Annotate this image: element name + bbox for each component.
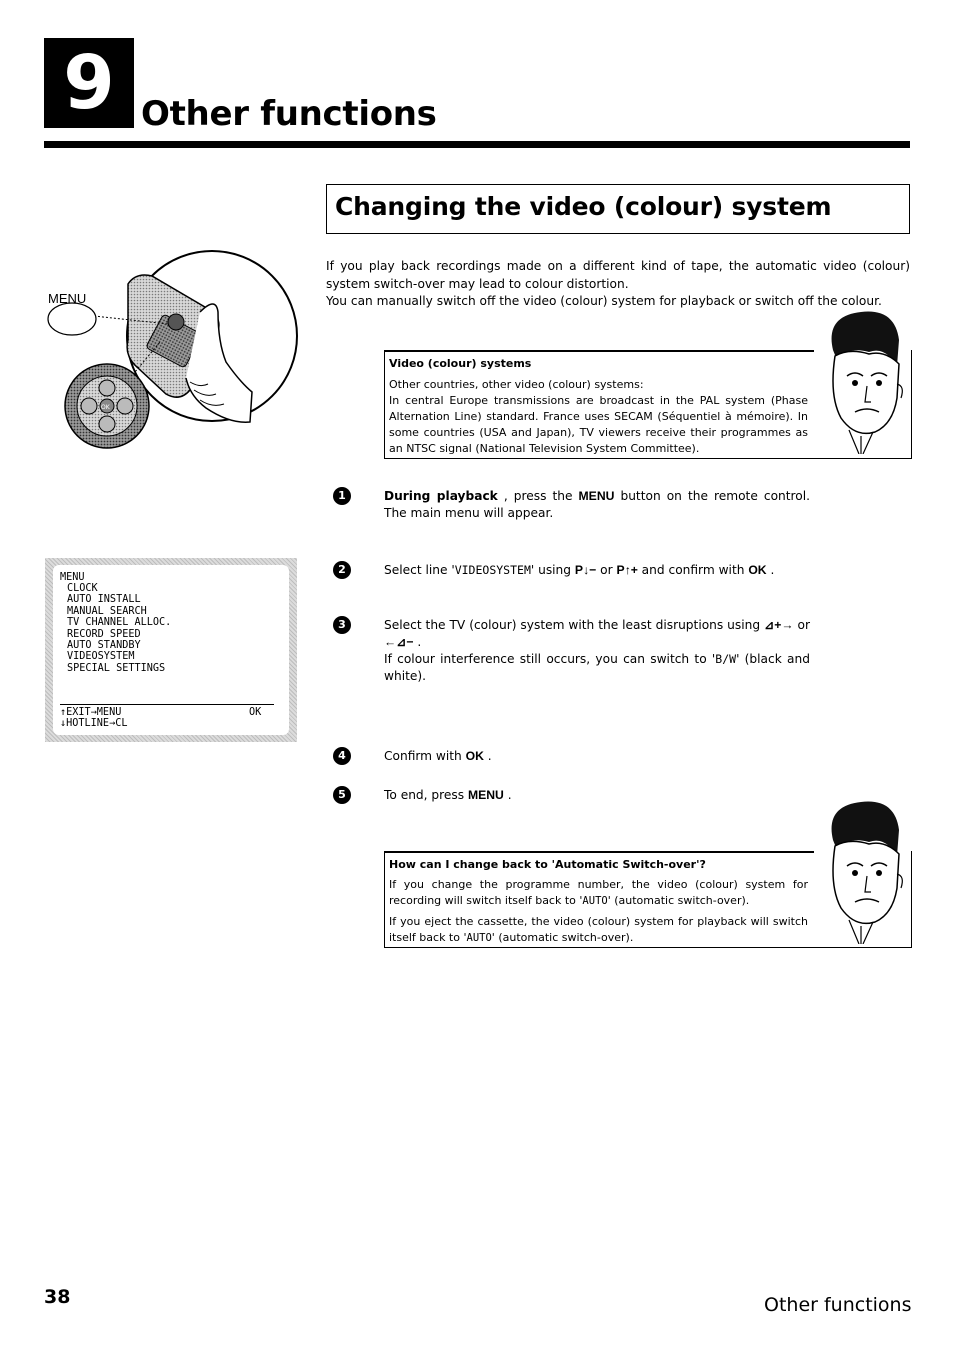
step-2-number: 2 — [333, 561, 351, 579]
osd-menu-list — [67, 583, 171, 674]
osd-item-special-settings: SPECIAL SETTINGS — [67, 662, 166, 674]
chapter-rule — [44, 141, 910, 148]
osd-item-manual-search: MANUAL SEARCH — [67, 605, 147, 617]
videosystem-code: VIDEOSYSTEM — [454, 563, 531, 577]
info-box-body — [389, 877, 808, 946]
menu-callout-label: MENU — [48, 291, 87, 306]
remote-control-illustration — [40, 212, 302, 452]
osd-item-auto-standby: AUTO STANDBY — [67, 640, 141, 652]
volume-down-key: ←⊿− — [384, 635, 414, 649]
step-2-part: or — [596, 563, 617, 577]
step-3-part: . — [413, 635, 422, 649]
osd-divider — [60, 704, 274, 705]
step-4-part: Confirm with — [384, 749, 466, 763]
step-2-part: ' using — [530, 563, 575, 577]
info-box-body — [389, 377, 808, 457]
step-3-text — [384, 617, 810, 685]
step-1-part: , press the — [497, 489, 579, 503]
step-1-text — [384, 488, 810, 522]
osd-item-tv-channel-alloc: TV CHANNEL ALLOC. — [67, 617, 172, 629]
osd-footer-line-1: ↑EXIT→MENU — [60, 707, 122, 718]
step-4-text — [384, 748, 810, 765]
step-3-number: 3 — [333, 616, 351, 634]
p-up-key: P↑+ — [616, 563, 638, 577]
step-3-part: If colour interference still occurs, you can switch to ' — [384, 652, 716, 666]
intro-paragraph-2: You can manually switch off the video (colour) system for playback or switch off the colour. — [326, 294, 882, 308]
menu-key: MENU — [467, 788, 504, 802]
info-box-part: If you change the programme number, the video (colour) system for recording will switch itself back to ' — [389, 878, 808, 907]
step-5-number: 5 — [333, 786, 351, 804]
osd-item-auto-install: AUTO INSTALL — [67, 594, 141, 606]
menu-key: MENU — [578, 489, 615, 503]
info-box-line-1: Other countries, other video (colour) systems: — [389, 378, 644, 391]
step-4-number: 4 — [333, 747, 351, 765]
step-1-number: 1 — [333, 487, 351, 505]
intro-text — [326, 258, 910, 311]
step-1-part: button on the remote control. The main menu will appear. — [384, 489, 810, 520]
osd-menu-title: MENU — [60, 572, 85, 583]
info-box-part: If you eject the cassette, the video (colour) system for playback will switch itself back to ' — [389, 915, 808, 944]
step-4-part: . — [483, 749, 492, 763]
auto-code: AUTO — [466, 932, 492, 944]
info-box-part: ' (automatic switch-over). — [491, 931, 634, 944]
step-2-part: . — [766, 563, 775, 577]
step-5-part: . — [503, 788, 512, 802]
p-down-key: P↓− — [574, 563, 597, 577]
chapter-title: Other functions — [141, 94, 437, 134]
bw-code: B/W — [715, 652, 737, 666]
ok-key: OK — [748, 563, 767, 577]
info-box-part: ' (automatic switch-over). — [607, 894, 750, 907]
step-5-text — [384, 787, 810, 804]
chapter-number-box — [44, 38, 134, 128]
ok-button-label: OK — [101, 404, 110, 411]
ok-key: OK — [465, 749, 484, 763]
osd-item-record-speed: RECORD SPEED — [67, 628, 141, 640]
page-number: 38 — [44, 1286, 71, 1308]
osd-footer-ok: OK — [249, 707, 262, 718]
step-2-part: and confirm with — [637, 563, 749, 577]
step-3-part: or — [793, 618, 811, 632]
volume-up-key: ⊿+→ — [764, 618, 794, 632]
info-box-title: How can I change back to 'Automatic Switch-over'? — [389, 858, 706, 871]
osd-item-clock: CLOCK — [67, 583, 98, 594]
info-box-title: Video (colour) systems — [389, 357, 532, 370]
chapter-number: 9 — [63, 40, 115, 126]
cartoon-man-illustration — [815, 796, 907, 944]
step-2-text — [384, 562, 810, 579]
step-5-part: To end, press — [384, 788, 468, 802]
step-1-lead: During playback — [384, 489, 498, 503]
step-3-part: ' (black and white). — [384, 652, 810, 683]
osd-footer-line-2: ↓HOTLINE→CL — [60, 718, 128, 729]
osd-item-videosystem: VIDEOSYSTEM — [67, 651, 135, 663]
footer-chapter-title: Other functions — [764, 1294, 912, 1316]
step-2-part: Select line ' — [384, 563, 455, 577]
cartoon-man-illustration — [815, 306, 907, 454]
intro-paragraph-1: If you play back recordings made on a different kind of tape, the automatic video (colour) system switch-over may lead to colour distortion. — [326, 259, 910, 291]
info-box-line-2: In central Europe transmissions are broadcast in the PAL system (Phase Alternation Line) standard. France uses SECAM (Séquentiel à mémoire). In some countries (USA and Japan), TV viewers receive their programmes as an NTSC signal (National Television System Committee). — [389, 394, 808, 455]
step-3-part: Select the TV (colour) system with the least disruptions using — [384, 618, 765, 632]
auto-code: AUTO — [582, 895, 608, 907]
section-title: Changing the video (colour) system — [335, 192, 832, 221]
